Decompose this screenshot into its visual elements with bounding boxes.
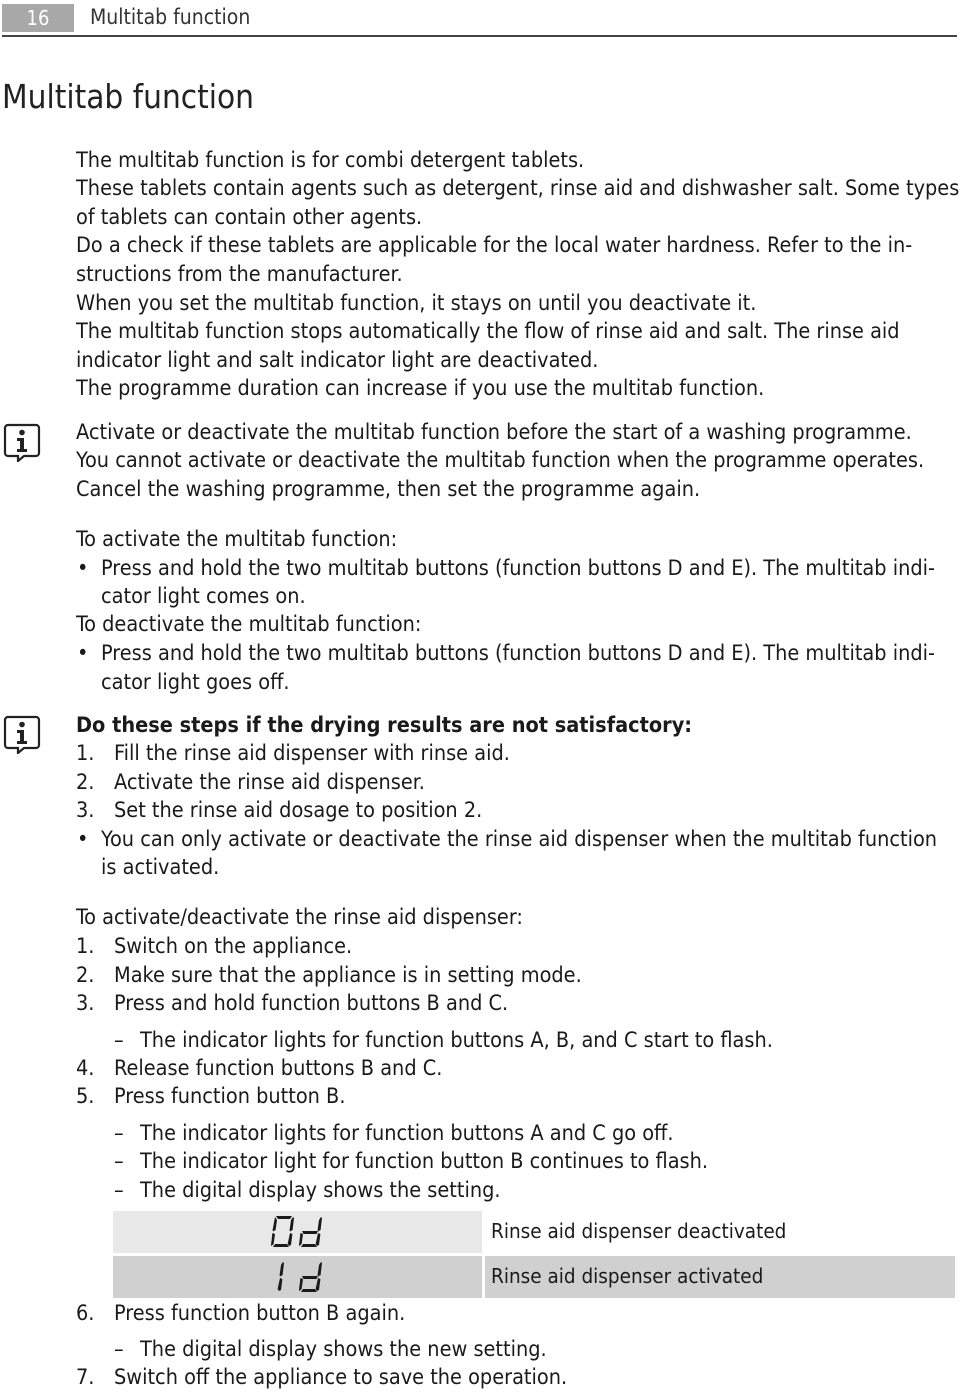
display-cell — [113, 1211, 482, 1253]
bullet-text: cator light comes on. — [101, 584, 306, 609]
dash-marker: – — [114, 1149, 124, 1174]
note-line: You cannot activate or deactivate the multitab function when the programme operates. — [76, 448, 925, 473]
page-number: 16 — [2, 4, 74, 32]
deactivate-heading: To deactivate the multitab function: — [76, 612, 422, 637]
description-cell — [485, 1211, 955, 1253]
dash-marker: – — [114, 1178, 124, 1203]
bullet-point: • — [77, 827, 89, 852]
seven-segment-0d — [271, 1214, 325, 1250]
sub-step-text: The indicator light for function button B continues to flash. — [140, 1149, 709, 1174]
step-text: Press and hold function buttons B and C. — [114, 991, 509, 1016]
intro-line: The multitab function is for combi detergent tablets. — [76, 148, 585, 173]
step-number: 3. — [76, 991, 95, 1016]
sub-step-text: The digital display shows the setting. — [140, 1178, 501, 1203]
bullet-text: Press and hold the two multitab buttons (function buttons D and E). The multitab indi- — [101, 556, 935, 581]
step-number: 3. — [76, 798, 95, 823]
step-text: Switch off the appliance to save the operation. — [114, 1365, 568, 1390]
intro-line: These tablets contain agents such as detergent, rinse aid and dishwasher salt. Some types — [76, 176, 960, 201]
step-text: Activate the rinse aid dispenser. — [114, 770, 425, 795]
bullet-point: • — [77, 556, 89, 581]
step-number: 2. — [76, 770, 95, 795]
bullet-point: • — [77, 641, 89, 666]
intro-line: indicator light and salt indicator light are deactivated. — [76, 348, 599, 373]
dash-marker: – — [114, 1028, 124, 1053]
table-row — [113, 1211, 955, 1253]
step-number: 1. — [76, 741, 95, 766]
step-number: 6. — [76, 1301, 95, 1326]
rinse-heading: To activate/deactivate the rinse aid dispenser: — [76, 905, 523, 930]
display-cell — [113, 1256, 482, 1298]
step-text: Set the rinse aid dosage to position 2. — [114, 798, 483, 823]
step-number: 2. — [76, 963, 95, 988]
header-rule — [2, 35, 957, 37]
bullet-text: Press and hold the two multitab buttons (function buttons D and E). The multitab indi- — [101, 641, 935, 666]
info-icon — [2, 422, 42, 462]
seven-segment-1d — [273, 1259, 327, 1295]
dash-marker: – — [114, 1337, 124, 1362]
bullet-text: is activated. — [101, 855, 220, 880]
table-row — [113, 1256, 955, 1298]
step-text: Release function buttons B and C. — [114, 1056, 443, 1081]
intro-line: When you set the multitab function, it stays on until you deactivate it. — [76, 291, 757, 316]
bullet-text: You can only activate or deactivate the rinse aid dispenser when the multitab function — [101, 827, 938, 852]
info-icon — [2, 714, 42, 754]
intro-line: structions from the manufacturer. — [76, 262, 403, 287]
step-number: 1. — [76, 934, 95, 959]
step-text: Switch on the appliance. — [114, 934, 353, 959]
bullet-text: cator light goes off. — [101, 670, 290, 695]
sub-step-text: The indicator lights for function buttons A and C go off. — [140, 1121, 674, 1146]
step-text: Fill the rinse aid dispenser with rinse aid. — [114, 741, 510, 766]
section-title: Multitab function — [2, 77, 254, 116]
dash-marker: – — [114, 1121, 124, 1146]
activate-heading: To activate the multitab function: — [76, 527, 398, 552]
sub-step-text: The digital display shows the new setting. — [140, 1337, 547, 1362]
note-line: Activate or deactivate the multitab function before the start of a washing programme. — [76, 420, 912, 445]
step-number: 4. — [76, 1056, 95, 1081]
step-number: 7. — [76, 1365, 95, 1390]
step-text: Press function button B. — [114, 1084, 346, 1109]
intro-line: The programme duration can increase if you use the multitab function. — [76, 376, 765, 401]
step-text: Make sure that the appliance is in setting mode. — [114, 963, 582, 988]
intro-line: The multitab function stops automatically the flow of rinse aid and salt. The rinse aid — [76, 319, 900, 344]
display-description: Rinse aid dispenser activated — [491, 1264, 764, 1288]
note-line: Cancel the washing programme, then set the programme again. — [76, 477, 701, 502]
display-description: Rinse aid dispenser deactivated — [491, 1219, 787, 1243]
intro-line: Do a check if these tablets are applicable for the local water hardness. Refer to the in- — [76, 233, 913, 258]
header-title: Multitab function — [90, 5, 251, 29]
intro-line: of tablets can contain other agents. — [76, 205, 423, 230]
step-number: 5. — [76, 1084, 95, 1109]
drying-heading: Do these steps if the drying results are not satisfactory: — [76, 713, 693, 738]
description-cell — [485, 1256, 955, 1298]
sub-step-text: The indicator lights for function buttons A, B, and C start to flash. — [140, 1028, 773, 1053]
step-text: Press function button B again. — [114, 1301, 406, 1326]
